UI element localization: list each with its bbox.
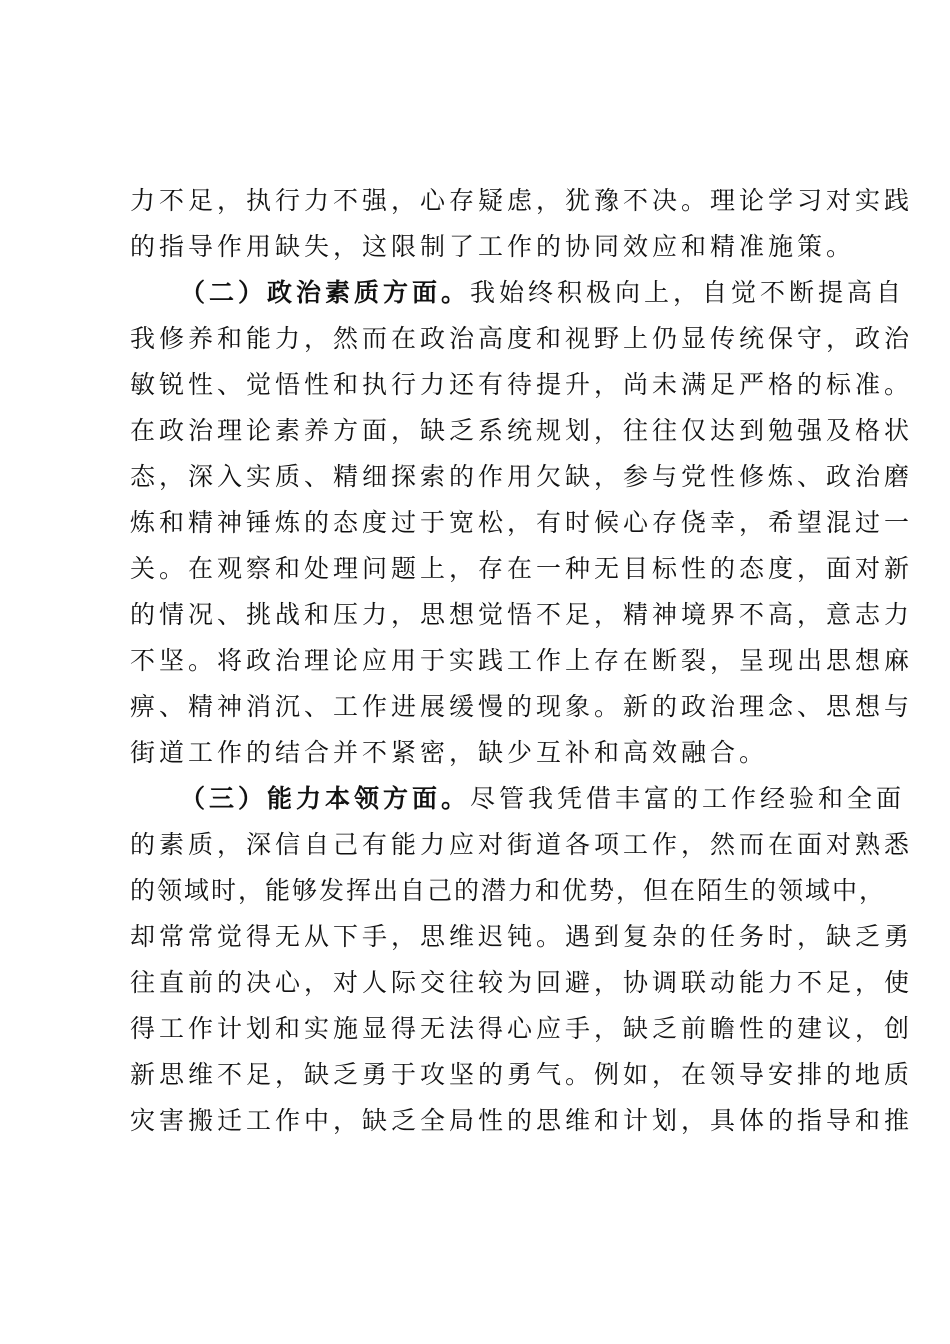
paragraph-1-line-2: 的指导作用缺失，这限制了工作的协同效应和精准施策。 [130, 232, 856, 261]
paragraph-2-line: 不坚。将政治理论应用于实践工作上存在断裂，呈现出思想麻 [130, 646, 914, 675]
paragraph-2-line: 敏锐性、觉悟性和执行力还有待提升，尚未满足严格的标准。 [130, 370, 914, 399]
section-heading-ability: （三）能力本领方面。 [180, 784, 471, 813]
section-heading-political-quality: （二）政治素质方面。 [180, 278, 471, 307]
paragraph-3-line: 的领域时，能够发挥出自己的潜力和优势，但在陌生的领域中， [130, 876, 887, 905]
paragraph-1-line-1: 力不足，执行力不强，心存疑虑，犹豫不决。理论学习对实践 [130, 186, 914, 215]
paragraph-2-line: 痹、精神消沉、工作进展缓慢的现象。新的政治理念、思想与 [130, 692, 914, 721]
paragraph-3-line-1-text: 尽管我凭借丰富的工作经验和全面 [470, 784, 906, 813]
paragraph-2-line-1-text: 我始终积极向上，自觉不断提高自 [470, 278, 906, 307]
paragraph-2-line: 关。在观察和处理问题上，存在一种无目标性的态度，面对新 [130, 554, 914, 583]
paragraph-3-line: 灾害搬迁工作中，缺乏全局性的思维和计划，具体的指导和推 [130, 1106, 914, 1135]
paragraph-3-line: 的素质，深信自己有能力应对街道各项工作，然而在面对熟悉 [130, 830, 914, 859]
paragraph-2-line-1 [130, 270, 906, 316]
paragraph-3-line: 得工作计划和实施显得无法得心应手，缺乏前瞻性的建议，创 [130, 1014, 914, 1043]
paragraph-2-line: 态，深入实质、精细探索的作用欠缺，参与党性修炼、政治磨 [130, 462, 914, 491]
paragraph-2-line: 在政治理论素养方面，缺乏系统规划，往往仅达到勉强及格状 [130, 416, 914, 445]
body-text [130, 178, 914, 1144]
paragraph-2-line: 我修养和能力，然而在政治高度和视野上仍显传统保守，政治 [130, 324, 914, 353]
paragraph-2-line: 街道工作的结合并不紧密，缺少互补和高效融合。 [130, 738, 769, 767]
paragraph-2-line: 的情况、挑战和压力，思想觉悟不足，精神境界不高，意志力 [130, 600, 914, 629]
paragraph-2-line: 炼和精神锤炼的态度过于宽松，有时候心存侥幸，希望混过一 [130, 508, 914, 537]
paragraph-3-line: 新思维不足，缺乏勇于攻坚的勇气。例如，在领导安排的地质 [130, 1060, 914, 1089]
paragraph-3-line: 往直前的决心，对人际交往较为回避，协调联动能力不足，使 [130, 968, 914, 997]
paragraph-3-line-1 [130, 776, 906, 822]
paragraph-3-line: 却常常觉得无从下手，思维迟钝。遇到复杂的任务时，缺乏勇 [130, 922, 914, 951]
